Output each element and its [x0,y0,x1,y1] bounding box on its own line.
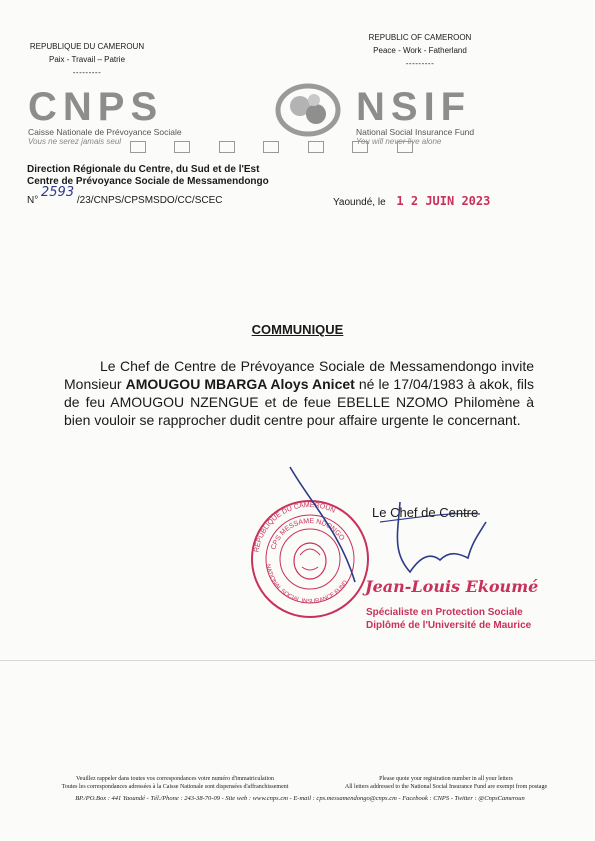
country-name-en: REPUBLIC OF CAMEROON [368,33,472,42]
signatory-name: Jean-Louis Ekoumé [365,577,539,596]
motto-fr: Paix - Travail – Patrie [48,55,126,64]
certification-icon [397,141,413,153]
country-name-fr: REPUBLIQUE DU CAMEROUN [29,42,145,51]
footer-notice-fr [40,775,310,791]
iso-certification-strip [130,138,475,152]
reference-prefix: N° [27,195,39,206]
paper-fold-line [0,660,595,661]
cnps-emblem-icon [266,82,350,138]
nsif-wordmark: NSIF [356,85,472,129]
header-left [22,40,152,79]
signatory-title: Le Chef de Centre [372,505,479,520]
certification-icon [308,141,324,153]
certification-icon [352,141,368,153]
regional-direction: Direction Régionale du Centre, du Sud et de l'Est [27,164,260,175]
footer-fr-line2: Toutes les correspondances adressées à la Caisse Nationale sont dispensées d'affranchissement [61,784,289,790]
certification-icon [130,141,146,153]
header-left-separator: --------- [72,68,102,77]
certification-icon [263,141,279,153]
body-intro: Le Chef de Centre de Prévoyance Sociale de Messamendongo invite Monsieur [64,358,534,392]
svg-text:REPUBLIQUE DU CAMEROUN: REPUBLIQUE DU CAMEROUN [253,501,337,553]
reference-number [27,185,223,207]
svg-text:NATIONAL SOCIAL INSURANCE FUND: NATIONAL SOCIAL INSURANCE FUND [264,563,350,606]
cnps-wordmark: CNPS [28,85,164,129]
signatory-diploma: Diplômé de l'Université de Maurice [366,620,532,631]
cnps-slogan: Vous ne serez jamais seul [28,137,122,146]
document-date [333,194,490,208]
person-name: AMOUGOU MBARGA Aloys Anicet [125,376,355,392]
certification-icon [219,141,235,153]
header-right-separator: --------- [405,59,435,68]
body-details: né le 17/04/1983 à akok, fils de feu AMOUGOU NZENGUE et de feue EBELLE NZOMO Philomène à bien vouloir se rapprocher dudit centre pour affaire urgente le concernant. [64,376,535,428]
footer-en-line1: Please quote your registration number in all your letters [379,776,513,782]
date-stamp: 1 2 JUIN 2023 [396,194,491,208]
nsif-fullname: National Social Insurance Fund [356,127,475,137]
signatory-credentials [366,606,531,632]
motto-en: Peace - Work - Fatherland [373,46,467,55]
footer-contact-info: BP./PO.Box : 441 Yaoundé - Tél./Phone : 243-38-70-09 - Site web : www.cnps.cm - E-mail : cps.messamendongo@cnps.cm - Facebook : CNPS - Twitter : @CnpsCameroun [75,795,525,802]
footer-notice-en [316,775,576,791]
communique-body [64,357,534,429]
footer-en-line2: All letters addressed to the National Social Insurance Fund are exempt from postage [344,784,548,790]
date-place: Yaoundé, le [333,197,386,208]
cnps-fullname: Caisse Nationale de Prévoyance Sociale [28,127,182,137]
svg-text:CPS MESSAME NDONGO: CPS MESSAME NDONGO [270,517,346,551]
certification-icon [174,141,190,153]
footer-fr-line1: Veuillez rappeler dans toutes vos correspondances votre numéro d'immatriculation [75,776,275,782]
document-title: COMMUNIQUE [251,322,344,337]
signatory-specialty: Spécialiste en Protection Sociale [366,607,523,618]
handwritten-reference-number: 2593 [41,185,75,200]
nsif-slogan: You will never live alone [356,137,442,146]
header-right [355,31,485,70]
reference-suffix: /23/CNPS/CPSMSDO/CC/SCEC [76,195,223,206]
social-welfare-centre: Centre de Prévoyance Sociale de Messamendongo [27,176,269,187]
